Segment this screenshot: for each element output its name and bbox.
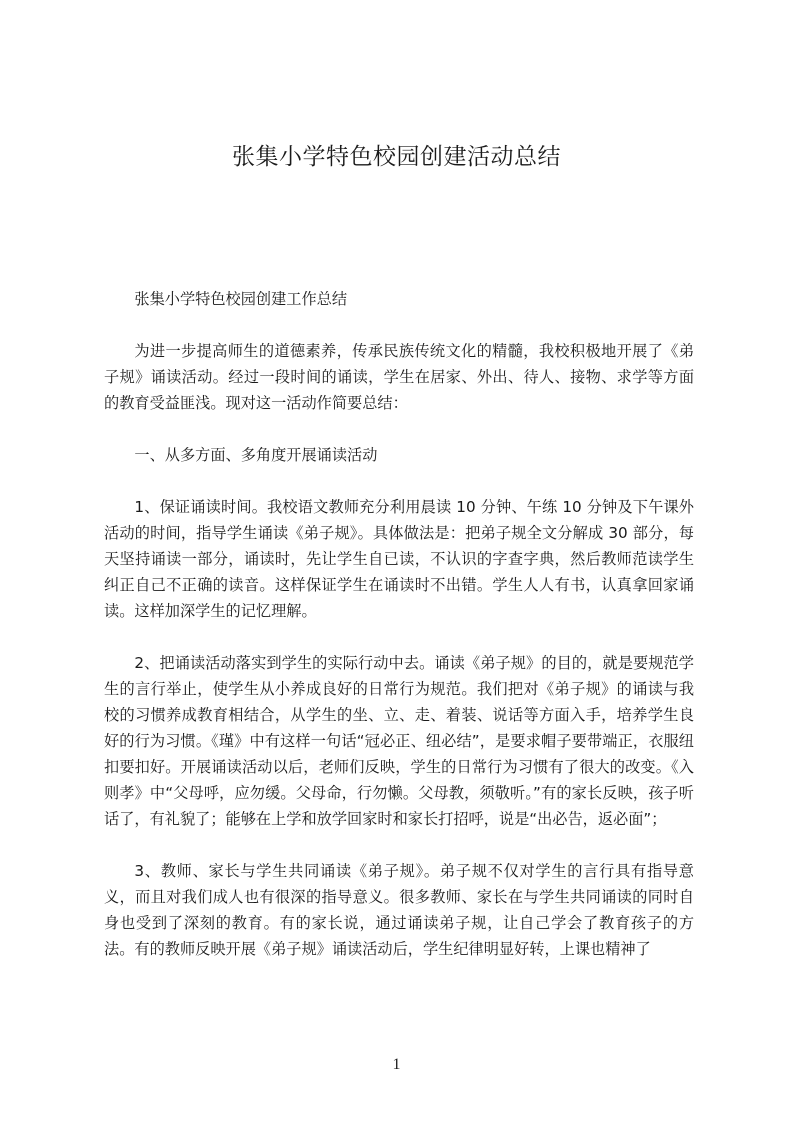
body-paragraph: 3、教师、家长与学生共同诵读《弟子规》。弟子规不仅对学生的言行具有指导意义，而且对我们成人也有很深的指导意义。很多教师、家长在与学生共同诵读的同时自身也受到了深刻的教育。有的家长说，通过诵读弟子规，让自己学会了教育孩子的方法。有的教师反映开展《弟子规》诵读活动后，学生纪律明显好转，上课也精神了	[104, 862, 694, 958]
page-number: 1	[392, 1056, 401, 1073]
body-paragraph: 2、把诵读活动落实到学生的实际行动中去。诵读《弟子规》的目的，就是要规范学生的言行举止，使学生从小养成良好的日常行为规范。我们把对《弟子规》的诵读与我校的习惯养成教育相结合，从学生的坐、立、走、着装、说话等方面入手，培养学生良好的行为习惯。《瑾》中有这样一句话“冠必正、纽必结”，是要求帽子要带端正，衣服纽扣要扣好。开展诵读活动以后，老师们反映，学生的日常行为习惯有了很大的改变。《入则孝》中“父母呼，应勿缓。父母命，行勿懒。父母教，须敬听。”有的家长反映，孩子听话了，有礼貌了；能够在上学和放学回家时和家长打招呼，说是“出必告，返必面”；	[104, 654, 694, 828]
subtitle-paragraph: 张集小学特色校园创建工作总结	[134, 290, 348, 308]
document-title: 张集小学特色校园创建活动总结	[232, 144, 561, 170]
document-body	[104, 286, 694, 988]
section-heading: 一、从多方面、多角度开展诵读活动	[134, 446, 378, 464]
intro-paragraph: 为进一步提高师生的道德素养，传承民族传统文化的精髓，我校积极地开展了《弟子规》诵读活动。经过一段时间的诵读，学生在居家、外出、待人、接物、求学等方面的教育受益匪浅。现对这一活动作简要总结：	[104, 342, 694, 412]
body-paragraph: 1、保证诵读时间。我校语文教师充分利用晨读 10 分钟、午练 10 分钟及下午课外活动的时间，指导学生诵读《弟子规》。具体做法是：把弟子规全文分解成 30 部分，每天坚持诵读一部分，诵读时，先让学生自已读，不认识的字查字典，然后教师范读学生纠正自己不正确的读音。这样保证学生在诵读时不出错。学生人人有书，认真拿回家诵读。这样加深学生的记忆理解。	[104, 498, 694, 620]
